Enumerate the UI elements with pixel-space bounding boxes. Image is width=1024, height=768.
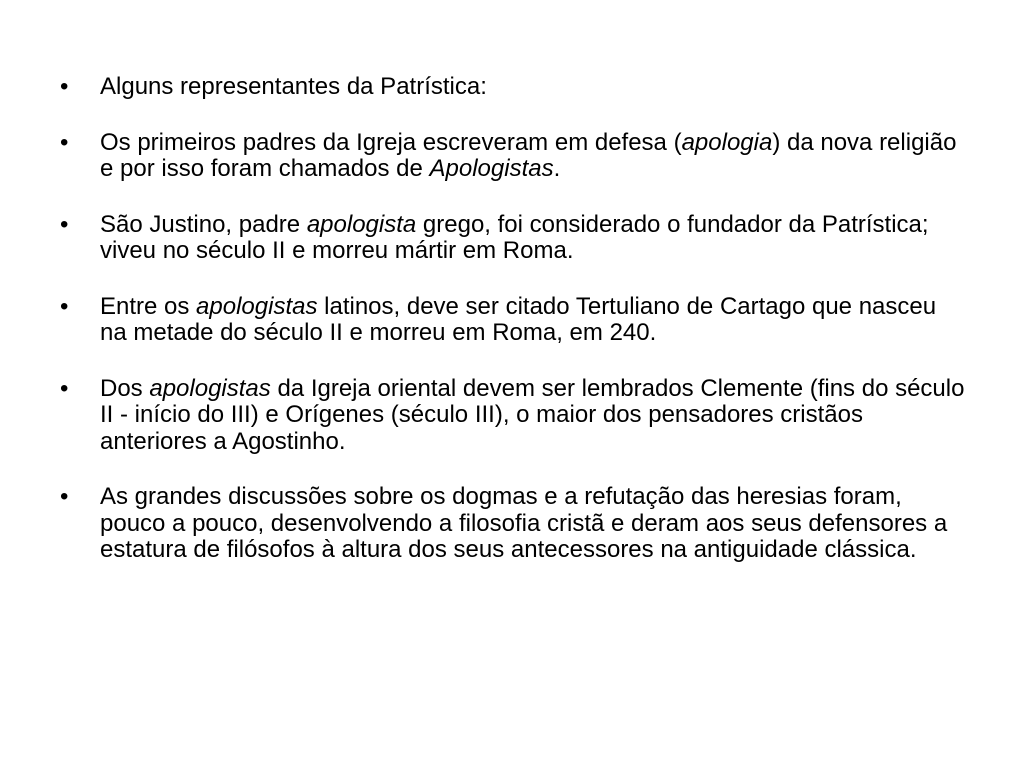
bullet-text: Alguns representantes da Patrística: xyxy=(100,73,487,100)
bullet-text: Dos xyxy=(100,374,150,402)
bullet-item-tertuliano xyxy=(0,294,1024,347)
bullet-item-primeiros-padres xyxy=(0,130,1024,183)
bullet-item-sao-justino xyxy=(0,212,1024,265)
italic-term: Apologistas xyxy=(429,155,554,182)
bullet-text: Os primeiros padres da Igreja escreveram em defesa ( xyxy=(100,128,682,156)
bullet-text: As grandes discussões sobre os dogmas e a refutação das heresias foram, pouco a pouco, desenvolvendo a filosofia cristã e deram aos seus defensores a estatura de filósofos à altura dos seus antecessores na antiguidade clássica. xyxy=(100,483,948,563)
bullet-text: da Igreja oriental devem ser lembrados Clemente (fins do século II - início do III) e Orígenes (século III), o maior dos pensadores cristãos anteriores a Agostinho. xyxy=(100,374,965,455)
bullet-item-representantes xyxy=(0,74,1024,101)
bullet-text: . xyxy=(553,155,561,182)
bullet-list xyxy=(0,74,1024,593)
bullet-item-grandes-discussoes xyxy=(0,484,1024,564)
bullet-item-clemente-origenes xyxy=(0,376,1024,456)
bullet-text: ) da nova religião e por isso foram chamados de xyxy=(100,128,957,182)
italic-term: apologistas xyxy=(196,292,318,320)
italic-term: apologista xyxy=(306,210,417,238)
bullet-text: Entre os xyxy=(100,292,197,320)
italic-term: apologia xyxy=(681,128,773,156)
italic-term: apologistas xyxy=(149,374,271,402)
bullet-text: latinos, deve ser citado Tertuliano de Cartago que nasceu na metade do século II e morreu em Roma, em 240. xyxy=(100,292,937,346)
bullet-text: grego, foi considerado o fundador da Patrística; viveu no século II e morreu mártir em Roma. xyxy=(100,210,929,264)
bullet-text: São Justino, padre xyxy=(100,210,307,238)
